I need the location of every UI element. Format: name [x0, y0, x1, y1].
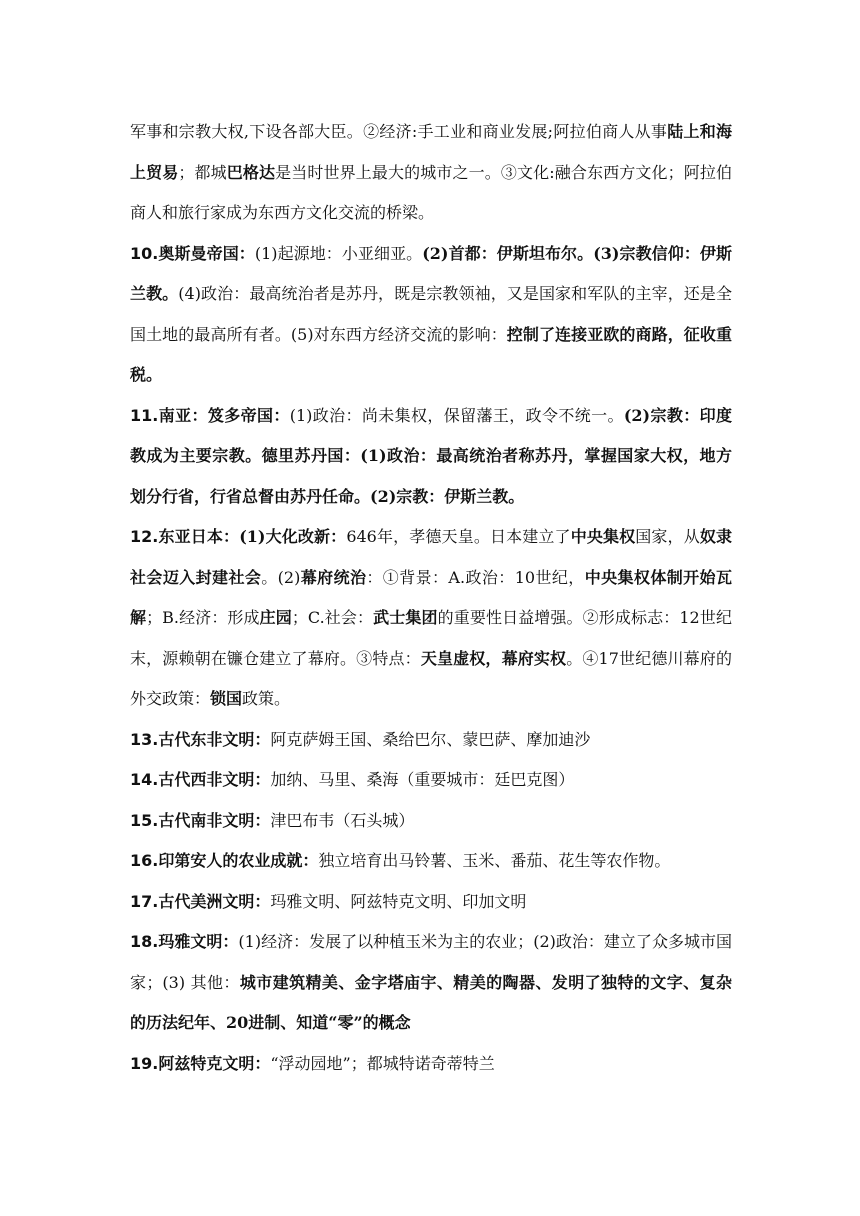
- item-number: 15.: [130, 810, 159, 830]
- body-text: 政策。: [242, 689, 291, 708]
- body-text: 。④17世纪德川幕府的外交政策：: [130, 648, 732, 708]
- bold-text: 古代东非文明：: [158, 729, 271, 749]
- item-number: 10.: [130, 243, 159, 263]
- bold-text: 奴隶社会迈入封建社会: [130, 527, 732, 587]
- bold-text: (2)宗教：印度教成为主要宗教。德里苏丹国：(1)政治：最高统治者称苏丹，掌握国家大权，地方划分行省，行省总督由苏丹任命。(2)宗教：伊斯兰教。: [130, 405, 732, 506]
- paragraph-16: [130, 841, 732, 882]
- body-text: ；都城: [178, 162, 227, 182]
- paragraph-12: [130, 517, 732, 720]
- body-text: “浮动园地”；都城特诺奇蒂特兰: [270, 1053, 495, 1073]
- bold-text: 奥斯曼帝国：: [158, 243, 255, 263]
- body-text: 独立培育出马铃薯、玉米、番茄、花生等农作物。: [318, 851, 671, 870]
- paragraph-19: [130, 1044, 732, 1085]
- item-number: 16.: [130, 851, 159, 870]
- bold-text: 巴格达: [226, 162, 276, 182]
- paragraph-15: [130, 801, 732, 842]
- bold-text: 古代南非文明：: [158, 810, 271, 830]
- paragraph-13: [130, 720, 732, 761]
- item-number: 12.: [130, 527, 159, 546]
- bold-text: 玛雅文明：: [158, 932, 239, 951]
- item-number: 14.: [130, 770, 159, 789]
- bold-text: (2)首都：伊斯坦布尔。(3)宗教信仰：伊斯兰教。: [130, 243, 732, 303]
- body-text: 阿克萨姆王国、桑给巴尔、蒙巴萨、摩加迪沙: [270, 729, 591, 749]
- bold-text: 城市建筑精美、金字塔庙宇、精美的陶器、发明了独特的文字、复杂的历法纪年、20进制、知道“零”的概念: [130, 972, 732, 1032]
- bold-text: 中央集权体制开始瓦解: [130, 567, 732, 627]
- paragraph-14: [130, 760, 732, 801]
- body-text: 加纳、马里、桑海（重要城市：廷巴克图）: [270, 770, 575, 789]
- bold-text: 控制了连接亚欧的商路，征收重税。: [130, 324, 732, 384]
- body-text: (1)起源地：小亚细亚。: [254, 243, 423, 263]
- body-text: 。(2): [261, 567, 301, 587]
- paragraph-9-cont: [130, 112, 732, 234]
- body-text: (1)经济：发展了以种植玉米为主的农业；(2)政治：建立了众多城市国家；(3) 其他：: [130, 932, 732, 992]
- item-number: 17.: [130, 891, 159, 911]
- bold-text: 古代美洲文明：: [158, 891, 271, 911]
- body-text: 是当时世界上最大的城市之一。③文化:融合东西方文化；阿拉伯商人和旅行家成为东西方文化交流的桥梁。: [130, 162, 732, 222]
- body-text: ；C.社会：: [291, 608, 374, 627]
- bold-text: 南亚：笈多帝国：: [158, 405, 290, 425]
- bold-text: 幕府统治: [300, 567, 367, 587]
- paragraph-18: [130, 922, 732, 1044]
- paragraph-11: [130, 396, 732, 518]
- body-text: ：①背景：A.政治：10世纪，: [366, 567, 585, 587]
- body-text: 军事和宗教大权,下设各部大臣。②经济:手工业和商业发展;阿拉伯商人从事: [130, 122, 668, 141]
- item-number: 13.: [130, 729, 159, 749]
- body-text: ；B.经济：形成: [146, 608, 260, 627]
- bold-text: 印第安人的农业成就：: [158, 851, 319, 870]
- bold-text: 东亚日本：(1)大化改新：: [158, 527, 347, 546]
- item-number: 19.: [130, 1053, 159, 1073]
- bold-text: 武士集团: [373, 608, 438, 627]
- body-text: (4)政治：最高统治者是苏丹，既是宗教领袖，又是国家和军队的主宰，还是全国土地的最高所有者。(5)对东西方经济交流的影响：: [130, 284, 732, 344]
- bold-text: 锁国: [210, 689, 243, 708]
- bold-text: 天皇虚权，幕府实权: [420, 648, 567, 668]
- item-number: 11.: [130, 405, 159, 425]
- bold-text: 中央集权: [570, 527, 636, 546]
- body-text: 646年，孝德天皇。日本建立了: [346, 527, 571, 546]
- item-number: 18.: [130, 932, 159, 951]
- paragraph-10: [130, 234, 732, 396]
- body-text: 玛雅文明、阿兹特克文明、印加文明: [270, 891, 527, 911]
- bold-text: 古代西非文明：: [158, 770, 271, 789]
- bold-text: 庄园: [259, 608, 292, 627]
- paragraph-17: [130, 882, 732, 923]
- bold-text: 陆上和海上贸易: [130, 122, 732, 182]
- body-text: 的重要性日益增强。②形成标志：12世纪末，源赖朝在镰仓建立了幕府。③特点：: [130, 608, 732, 668]
- document-body: [130, 112, 732, 1084]
- body-text: (1)政治：尚未集权，保留藩王，政令不统一。: [289, 405, 624, 425]
- bold-text: 阿兹特克文明：: [158, 1053, 271, 1073]
- body-text: 津巴布韦（石头城）: [270, 810, 415, 830]
- body-text: 国家，从: [635, 527, 700, 546]
